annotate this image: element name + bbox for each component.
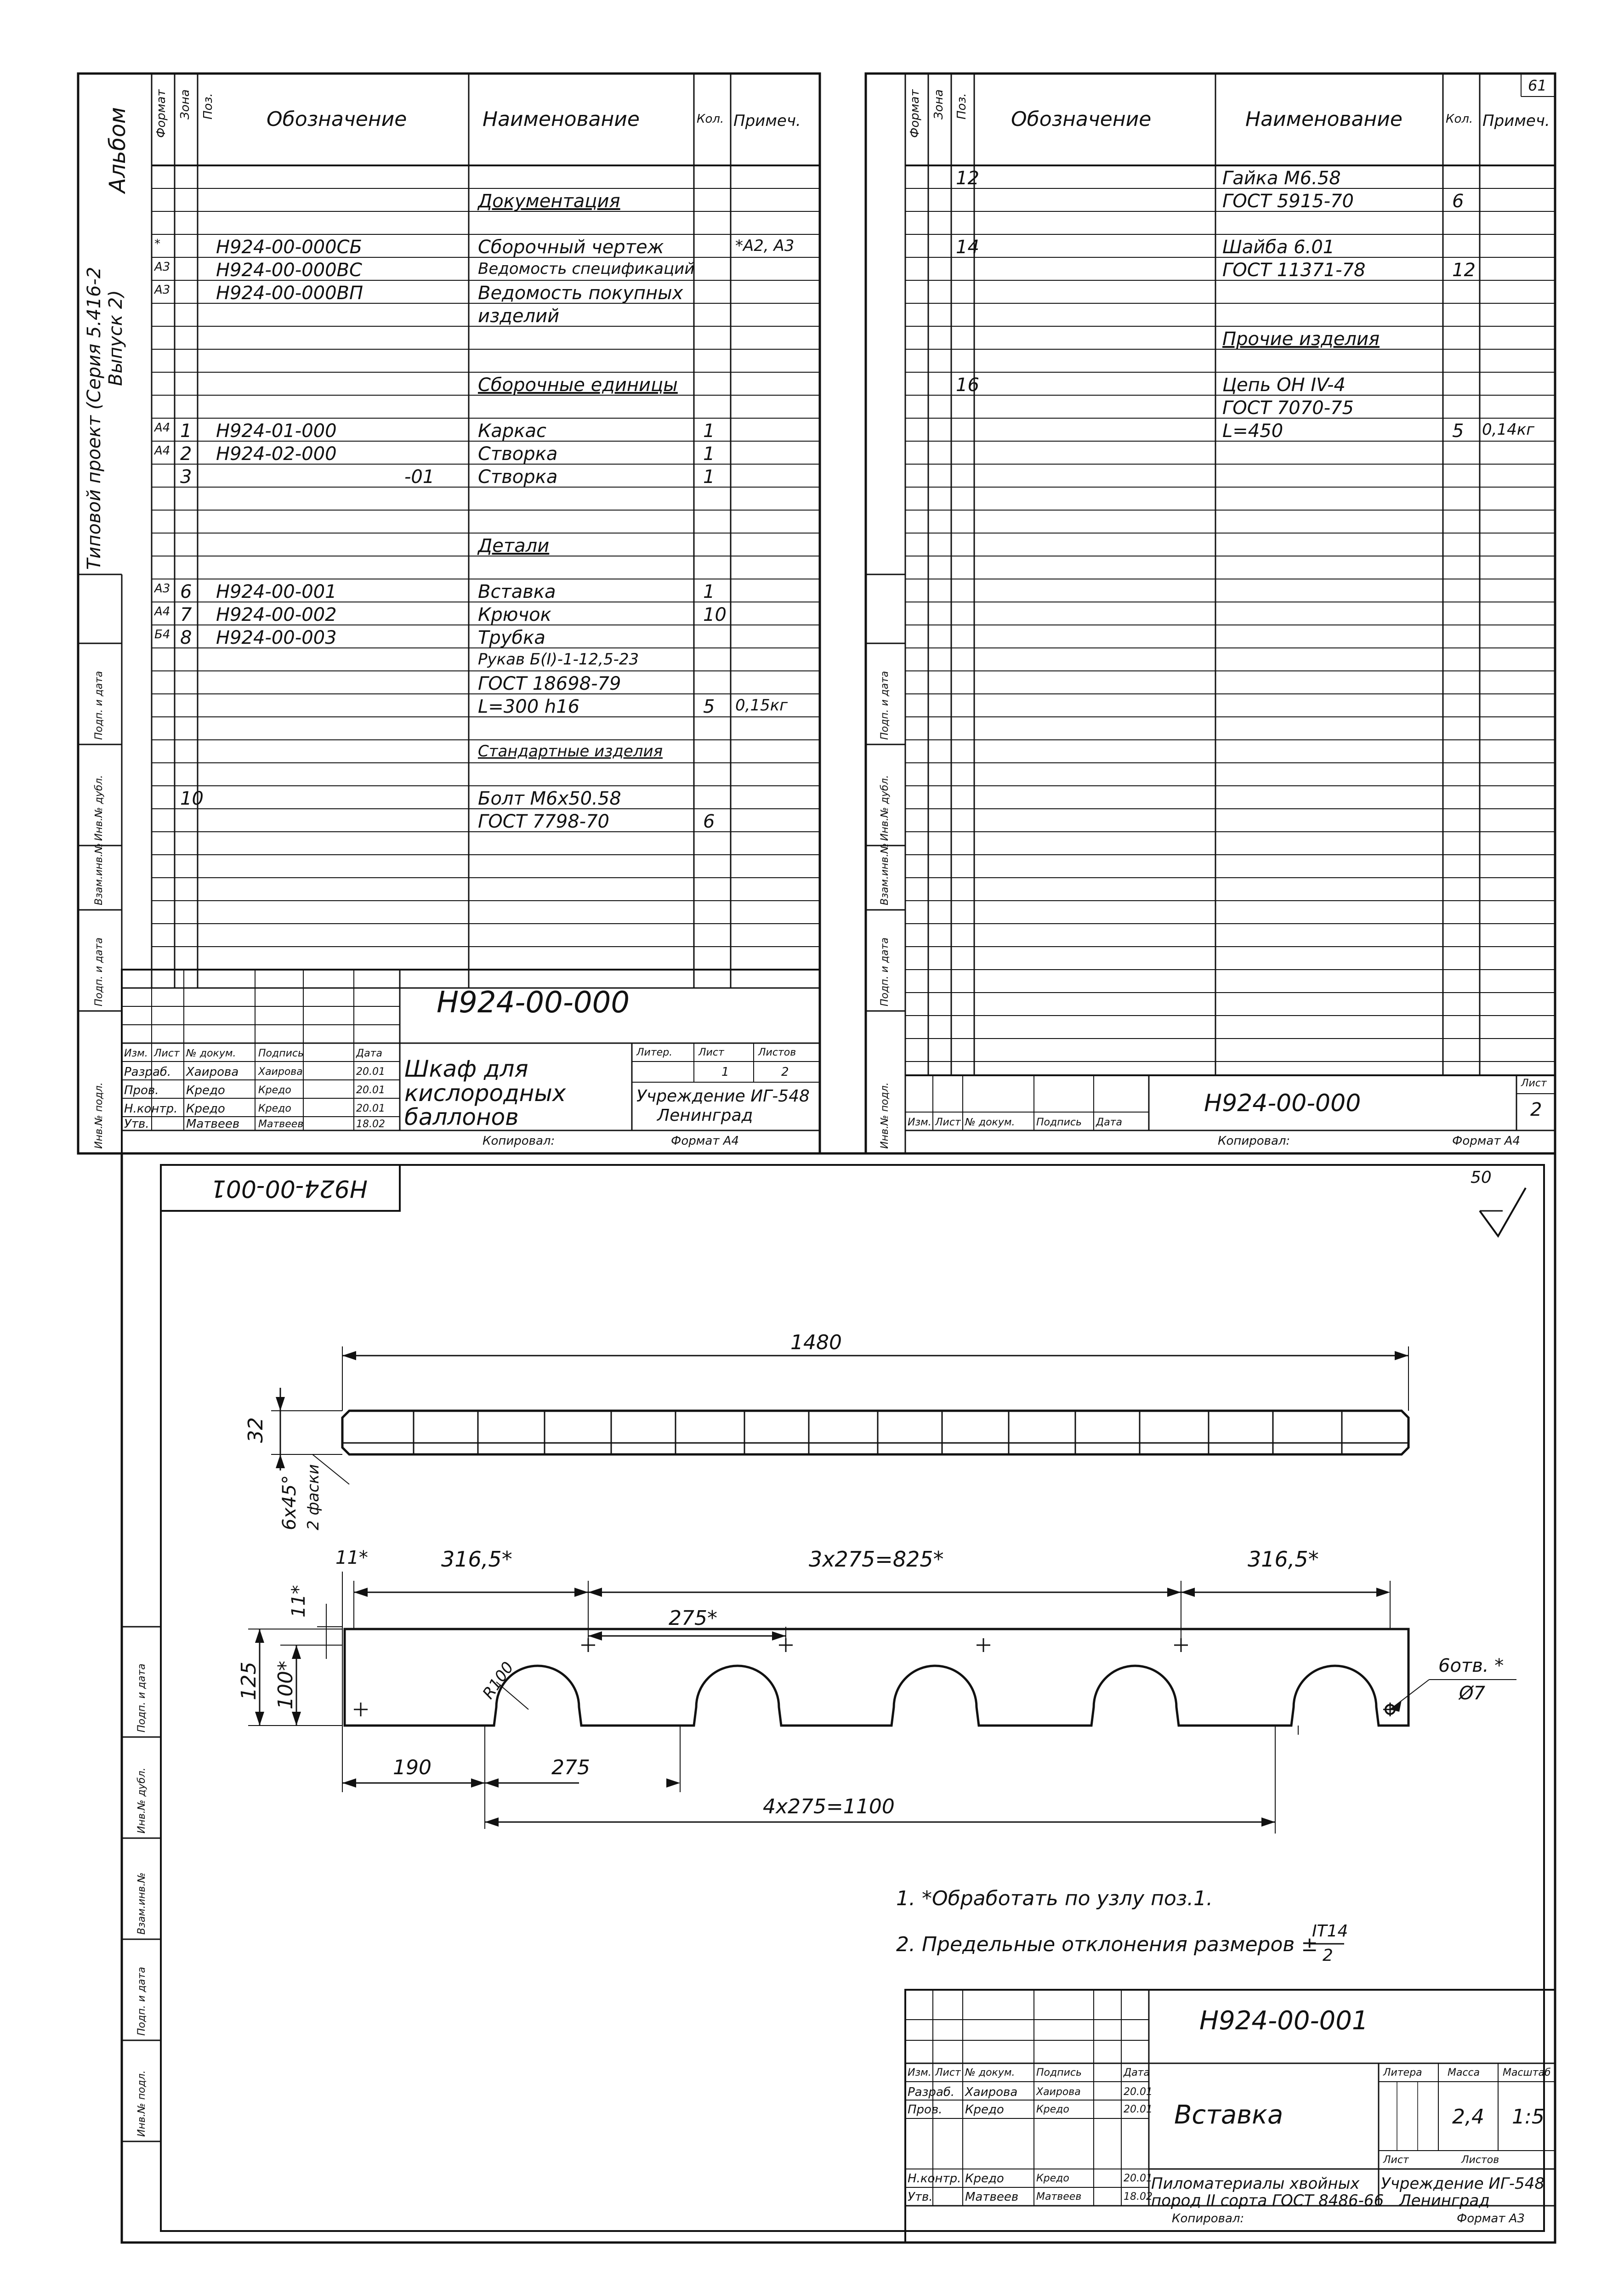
dim-11-side: 11* [288, 1585, 309, 1618]
cell-name: ГОСТ 18698-79 [478, 673, 621, 694]
tb-date: 20.01 [1124, 2086, 1153, 2098]
tb-title: Шкаф для кислородных баллонов [404, 1056, 566, 1130]
tb-label: Подпись [258, 1048, 304, 1059]
col-format-header: Формат [154, 89, 168, 138]
cell-format: А3 [154, 582, 170, 596]
tb-label: Дата [356, 1048, 382, 1059]
cell-name: Стандартные изделия [478, 742, 663, 761]
tb-role: Утв. [908, 2190, 933, 2204]
cell-qty: 1 [703, 466, 715, 488]
sidebar-field: Взам.инв.№ [879, 843, 891, 905]
tb-role: Разраб. [124, 1065, 171, 1079]
tb-part-name: Вставка [1174, 2100, 1283, 2130]
col-designation-header: Обозначение [1011, 108, 1152, 131]
cell-qty: 1 [703, 581, 715, 602]
note-2-tolerance: IT14 [1312, 1922, 1348, 1941]
tb-person: Матвеев [965, 2190, 1019, 2204]
tb-label: Изм. [124, 1048, 148, 1059]
tb-label: Изм. [908, 2067, 931, 2078]
sidebar-field: Подп. и дата [136, 1663, 148, 1732]
tb-label: Лист [935, 2067, 961, 2078]
tb-label: № докум. [186, 1048, 236, 1059]
col-zone-header: Зона [932, 89, 946, 119]
cell-format: А4 [154, 444, 170, 458]
sidebar-field: Подп. и дата [879, 671, 891, 740]
cell-format: * [154, 237, 160, 251]
col-name-header: Наименование [483, 108, 640, 131]
tb-sheet-value: 2 [1530, 1099, 1542, 1120]
tb-sign: Кредо [258, 1084, 291, 1096]
cell-name: Документация [478, 191, 620, 212]
tb-label: № докум. [965, 2067, 1015, 2078]
tb-person: Кредо [965, 2103, 1004, 2117]
tb-sign: Матвеев [1036, 2191, 1082, 2203]
sidebar-field: Взам.инв.№ [93, 843, 105, 905]
tb-material-line2: пород II сорта ГОСТ 8486-66 [1151, 2191, 1384, 2210]
tb-litera-label: Литер. [636, 1047, 673, 1058]
cell-pos: 2 [180, 443, 192, 465]
cell-format: А4 [154, 421, 170, 435]
cell-pos: 14 [956, 237, 979, 258]
tb-role: Разраб. [908, 2085, 955, 2099]
tb-role: Н.контр. [124, 1102, 178, 1116]
title-block-code: Н924-00-000 [1204, 1090, 1361, 1117]
note-2: 2. Предельные отклонения размеров ± [896, 1933, 1318, 1956]
page-number: 61 [1528, 77, 1547, 94]
cell-note: 0,14кг [1482, 420, 1535, 439]
dim-11-top: 11* [335, 1547, 368, 1568]
sidebar-field: Подп. и дата [136, 1967, 148, 2036]
note-1: 1. *Обработать по узлу поз.1. [896, 1887, 1213, 1910]
tb-person: Матвеев [186, 1117, 240, 1131]
dim-100: 100* [274, 1661, 297, 1709]
tb-label: Изм. [908, 1117, 931, 1128]
col-note-header: Примеч. [733, 112, 801, 130]
cell-qty: 1 [703, 420, 715, 442]
cell-designation: Н924-02-000 [216, 443, 337, 465]
tb-sheets-label: Листов [758, 1047, 796, 1058]
tb-sign: Хаирова [1036, 2086, 1081, 2098]
tb-label: Дата [1124, 2067, 1150, 2078]
tb-person: Хаирова [186, 1065, 239, 1079]
tb-label: Лист [154, 1048, 180, 1059]
dim-chamfer: 6х45° [279, 1475, 300, 1530]
tb-date: 20.01 [356, 1066, 385, 1078]
cell-pos: 10 [180, 788, 204, 809]
cell-format: А3 [154, 283, 170, 297]
album-label: Альбом [105, 107, 131, 193]
sidebar-field: Взам.инв.№ [136, 1872, 148, 1935]
cell-name: Трубка [478, 627, 545, 648]
roughness-value: 50 [1471, 1168, 1492, 1187]
cell-qty: 1 [703, 443, 715, 465]
tb-scale-value: 1:5 [1512, 2105, 1545, 2129]
copied-label: Копировал: [483, 1134, 555, 1148]
cell-name: Детали [478, 535, 550, 556]
dim-125: 125 [237, 1662, 261, 1700]
cell-designation: Н924-00-000СБ [216, 237, 362, 258]
tb-label: Лист [935, 1117, 961, 1128]
col-qty-header: Кол. [697, 112, 724, 126]
tb-person: Кредо [965, 2172, 1004, 2186]
issue-label: Выпуск 2) [105, 290, 126, 386]
cell-designation: -01 [404, 466, 435, 488]
tb-role: Н.контр. [908, 2172, 961, 2186]
cell-name: Прочие изделия [1222, 329, 1380, 350]
dim-1100: 4х275=1100 [763, 1795, 895, 1818]
cell-designation: Н924-00-003 [216, 627, 337, 648]
cell-name: L=450 [1222, 420, 1283, 442]
format-label: Формат А4 [671, 1134, 739, 1148]
tb-label: Подпись [1036, 1117, 1082, 1128]
dim-825: 3х275=825* [809, 1547, 944, 1572]
cell-format: А4 [154, 605, 170, 619]
tb-date: 20.01 [1124, 2104, 1153, 2115]
tb-sheet-label: Лист [1383, 2154, 1409, 2166]
note-2-divisor: 2 [1323, 1946, 1333, 1965]
holes-count: 6отв. * [1438, 1655, 1504, 1676]
hole-diameter: Ø7 [1459, 1683, 1485, 1704]
tb-mass-value: 2,4 [1452, 2105, 1484, 2129]
cell-qty: 12 [1452, 260, 1476, 281]
tb-person: Кредо [186, 1084, 225, 1097]
tb-sheet-label: Лист [698, 1047, 724, 1058]
cell-name: Цепь ОН IV-4 [1222, 375, 1346, 396]
cell-designation: Н924-00-000ВП [216, 283, 363, 304]
cell-name: Вставка [478, 581, 556, 602]
col-pos-header: Поз. [955, 93, 969, 119]
cell-name: ГОСТ 11371-78 [1222, 260, 1366, 281]
cell-format: Б4 [154, 628, 170, 642]
sidebar-field: Инв.№ дубл. [136, 1767, 148, 1834]
tb-label: Подпись [1036, 2067, 1082, 2078]
tb-litera-label: Литера [1383, 2067, 1422, 2078]
tb-date: 20.01 [356, 1103, 385, 1114]
tb-org: Учреждение ИГ-548 [636, 1087, 810, 1106]
col-name-header: Наименование [1245, 108, 1403, 131]
tb-mass-label: Масса [1448, 2067, 1480, 2078]
tb-material-line1: Пиломатериалы хвойных [1151, 2174, 1360, 2193]
col-zone-header: Зона [178, 89, 192, 119]
dim-190: 190 [393, 1756, 432, 1779]
sidebar-field: Инв.№ подл. [93, 1082, 105, 1149]
cell-pos: 3 [180, 466, 192, 488]
tb-sheets-label: Листов [1461, 2154, 1499, 2166]
tb-role: Утв. [124, 1117, 149, 1131]
tb-city: Ленинград [1399, 2191, 1490, 2210]
sidebar-field: Подп. и дата [93, 937, 105, 1006]
cell-name: изделий [478, 306, 560, 327]
tb-person: Хаирова [965, 2085, 1018, 2099]
cell-name: Крючок [478, 604, 551, 625]
cell-name: Каркас [478, 420, 546, 442]
tb-sign: Матвеев [258, 1118, 304, 1130]
dim-thickness: 32 [244, 1417, 267, 1443]
tb-sign: Хаирова [258, 1066, 303, 1078]
sidebar-field: Инв.№ дубл. [93, 775, 105, 841]
drawing-stamp: Н924-00-001 [210, 1175, 368, 1202]
tb-role: Пров. [124, 1084, 159, 1097]
cell-name: Створка [478, 443, 558, 465]
cell-name: ГОСТ 5915-70 [1222, 191, 1354, 212]
cell-name: Сборочный чертеж [478, 237, 664, 258]
tb-date: 20.01 [356, 1084, 385, 1096]
dim-316-right: 316,5* [1248, 1547, 1319, 1572]
sidebar-field: Инв.№ подл. [879, 1082, 891, 1149]
cell-note: 0,15кг [735, 696, 788, 715]
cell-name: L=300 h16 [478, 696, 580, 717]
tb-date: 20.01 [1124, 2173, 1153, 2184]
col-designation-header: Обозначение [267, 108, 407, 131]
col-qty-header: Кол. [1446, 112, 1473, 126]
sidebar-field: Подп. и дата [879, 937, 891, 1006]
cell-qty: 5 [703, 696, 715, 717]
cell-qty: 10 [703, 604, 727, 625]
dim-radius: R100 [479, 1658, 518, 1703]
format-label: Формат А3 [1457, 2212, 1525, 2226]
cell-pos: 6 [180, 581, 192, 602]
title-block-code: Н924-00-000 [437, 986, 630, 1020]
tb-role: Пров. [908, 2103, 943, 2117]
sidebar-field: Инв.№ дубл. [879, 775, 891, 841]
tb-sheets-value: 2 [781, 1065, 789, 1079]
cell-designation: Н924-01-000 [216, 420, 337, 442]
tb-sign: Кредо [1036, 2173, 1069, 2184]
cell-name: Сборочные единицы [478, 375, 678, 396]
tb-org: Учреждение ИГ-548 [1381, 2174, 1545, 2193]
cell-note: *А2, А3 [735, 237, 795, 255]
dim-275-top: 275* [669, 1607, 717, 1630]
cell-qty: 6 [703, 811, 715, 832]
cell-qty: 5 [1452, 420, 1464, 442]
dim-chamfer-count: 2 фаски [304, 1464, 323, 1530]
cell-pos: 7 [180, 604, 192, 625]
tb-date: 18.02 [1124, 2191, 1153, 2203]
tb-person: Кредо [186, 1102, 225, 1116]
copied-label: Копировал: [1218, 1134, 1290, 1148]
tb-sheet-value: 1 [721, 1065, 729, 1079]
tb-sign: Кредо [1036, 2104, 1069, 2115]
tb-label: № докум. [965, 1117, 1015, 1128]
title-block-code: Н924-00-001 [1199, 2006, 1368, 2036]
project-label: Типовой проект (Серия 5.416-2 [84, 267, 105, 570]
sidebar-field: Подп. и дата [93, 671, 105, 740]
cell-name: Створка [478, 466, 558, 488]
tb-scale-label: Масштаб [1503, 2067, 1551, 2078]
cell-designation: Н924-00-002 [216, 604, 337, 625]
cell-pos: 8 [180, 627, 192, 648]
cell-pos: 12 [956, 168, 979, 189]
cell-name: Гайка М6.58 [1222, 168, 1341, 189]
tb-date: 18.02 [356, 1118, 385, 1130]
cell-name: ГОСТ 7798-70 [478, 811, 609, 832]
format-label: Формат А4 [1452, 1134, 1521, 1148]
copied-label: Копировал: [1172, 2212, 1244, 2226]
cell-pos: 16 [956, 375, 979, 396]
cell-format: А3 [154, 260, 170, 274]
cell-name: Ведомость спецификаций [478, 260, 695, 278]
col-format-header: Формат [908, 89, 922, 138]
cell-name: Ведомость покупных [478, 283, 683, 304]
col-pos-header: Поз. [201, 93, 215, 119]
tb-sign: Кредо [258, 1103, 291, 1114]
cell-name: Рукав Б(I)-1-12,5-23 [478, 650, 639, 669]
col-note-header: Примеч. [1482, 112, 1550, 130]
cell-name: Болт М6х50.58 [478, 788, 621, 809]
dim-316-left: 316,5* [441, 1547, 512, 1572]
cell-designation: Н924-00-001 [216, 581, 337, 602]
dim-length: 1480 [790, 1331, 842, 1354]
cell-designation: Н924-00-000ВС [216, 260, 362, 281]
tb-label: Дата [1096, 1117, 1122, 1128]
tb-city: Ленинград [657, 1106, 753, 1125]
dim-275-bottom: 275 [551, 1756, 590, 1779]
tb-sheet-label: Лист [1521, 1078, 1547, 1089]
cell-name: Шайба 6.01 [1222, 237, 1335, 258]
sidebar-field: Инв.№ подл. [136, 2070, 148, 2137]
cell-pos: 1 [180, 420, 192, 442]
cell-qty: 6 [1452, 191, 1464, 212]
cell-name: ГОСТ 7070-75 [1222, 397, 1354, 419]
